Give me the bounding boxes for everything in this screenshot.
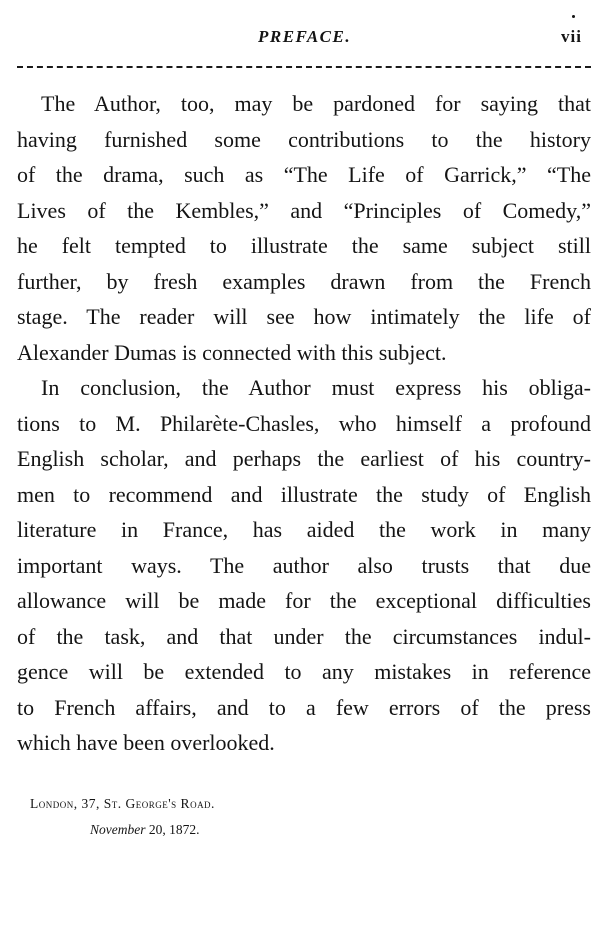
text-line: having furnished some contributions to the history [17, 126, 591, 152]
ink-speck [572, 15, 575, 18]
signature-month: November [90, 822, 146, 837]
text-line: tions to M. Philarète-Chasles, who himself a profound [17, 410, 591, 436]
text-line: to French affairs, and to a few errors of the press [17, 694, 591, 720]
signature-date [30, 817, 215, 843]
text-line: Alexander Dumas is connected with this subject. [17, 339, 447, 365]
header-rule [17, 66, 591, 68]
text-line: allowance will be made for the exceptional difficulties [17, 588, 591, 613]
paragraph-author-pardoned [17, 86, 591, 370]
text-line: The Author, too, may be pardoned for saying that [41, 91, 591, 116]
preface-body [17, 86, 591, 761]
text-line: men to recommend and illustrate the study of English [17, 481, 591, 507]
text-line: stage. The reader will see how intimately the life of [17, 304, 591, 329]
text-line: English scholar, and perhaps the earliest of his country- [17, 446, 591, 471]
text-line: Lives of the Kembles,” and “Principles of Comedy,” [17, 197, 591, 223]
page-number: vii [561, 27, 582, 46]
text-line: which have been overlooked. [17, 730, 275, 755]
signature-day-year: 20, 1872. [145, 822, 200, 837]
text-line: important ways. The author also trusts that due [17, 552, 591, 578]
text-line: further, by fresh examples drawn from the French [17, 268, 591, 294]
text-line: he felt tempted to illustrate the same subject still [17, 233, 591, 258]
text-line: literature in France, has aided the work in many [17, 517, 591, 542]
signature-place: London, 37, St. George's Road. [30, 796, 215, 811]
text-line: of the task, and that under the circumstances indul- [17, 623, 591, 649]
running-head [0, 24, 604, 52]
text-line: In conclusion, the Author must express his obliga- [41, 375, 591, 400]
running-title: PREFACE. [258, 27, 352, 46]
paragraph-conclusion [17, 370, 591, 761]
text-line: of the drama, such as “The Life of Garrick,” “The [17, 162, 591, 187]
text-line: gence will be extended to any mistakes in reference [17, 659, 591, 684]
signature-block [30, 791, 215, 843]
